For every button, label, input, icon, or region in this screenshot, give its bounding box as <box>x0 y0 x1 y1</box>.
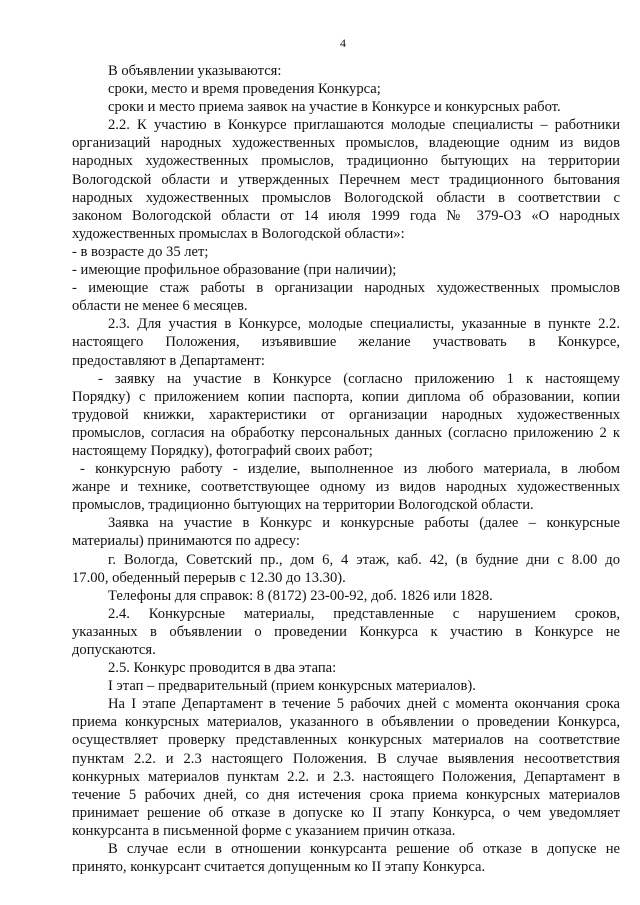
text-line: трудовой книжки, характеристики от организации народных художественных <box>72 406 620 423</box>
text-line: Телефоны для справок: 8 (8172) 23-00-92, доб. 1826 или 1828. <box>108 587 493 604</box>
text-line: Вологодской области и утвержденных Перечнем мест традиционного бытования <box>72 171 620 188</box>
text-line: допускаются. <box>72 642 156 658</box>
text-line: I этап – предварительный (прием конкурсных материалов). <box>108 678 476 695</box>
text-line: - имеющие стаж работы в организации народных художественных промыслов <box>72 280 620 297</box>
text-line: художественных промыслах в Вологодской области»: <box>72 225 405 242</box>
text-line: настоящему Порядку), фотографий своих работ; <box>72 442 373 459</box>
text-line: 2.2. К участию в Конкурсе приглашаются молодые специалисты – работники <box>108 117 620 134</box>
text-line: 2.3. Для участия в Конкурсе, молодые специалисты, указанные в пункте 2.2. <box>108 316 620 333</box>
text-line: сроки, место и время проведения Конкурса; <box>108 81 381 98</box>
text-line: 2.5. Конкурс проводится в два этапа: <box>108 660 337 677</box>
text-line: - в возрасте до 35 лет; <box>72 243 209 260</box>
text-line: народных художественных промыслов Вологодской области в соответствии с <box>72 189 620 206</box>
text-line: Заявка на участие в Конкурс и конкурсные работы (далее – конкурсные <box>108 515 620 532</box>
text-line: принимает решение об отказе в допуске ко II этапу Конкурса, о чем уведомляет <box>72 804 620 821</box>
text-line: В объявлении указываются: <box>108 63 282 79</box>
text-line: области не менее 6 месяцев. <box>72 298 248 315</box>
text-line: пунктам 2.2. и 2.3 настоящего Положения. В случае выявления несоответствия <box>72 750 620 767</box>
text-line: принято, конкурсант считается допущенным ко II этапу Конкурса. <box>72 859 486 876</box>
text-line: организаций народных художественных промыслов, владеющие одним из видов <box>72 135 620 152</box>
text-line: г. Вологда, Советский пр., дом 6, 4 этаж, каб. 42, (в будние дни с 8.00 до <box>108 551 620 568</box>
text-line: жанре и технике, соответствующее одному из видов народных художественных <box>72 479 620 496</box>
text-line: материалы) принимаются по адресу: <box>72 533 300 550</box>
text-line: промыслов, согласия на обработку персональных данных (согласно приложению 2 к <box>72 424 620 441</box>
page-number: 4 <box>340 36 346 50</box>
text-line: народных художественных промыслов, традиционно бытующих на территории <box>72 153 620 170</box>
text-line: 17.00, обеденный перерыв с 12.30 до 13.30). <box>72 569 346 586</box>
text-line: осуществляет проверку представленных конкурсных материалов на соответствие <box>72 732 620 749</box>
text-line: На I этапе Департамент в течение 5 рабочих дней с момента окончания срока <box>108 696 620 713</box>
text-line: течение 5 рабочих дней, со дня истечения срока приема конкурсных материалов <box>72 786 620 803</box>
text-line: сроки и место приема заявок на участие в Конкурсе и конкурсных работ. <box>108 99 561 116</box>
text-line: - конкурсную работу - изделие, выполненное из любого материала, в любом <box>80 461 620 478</box>
text-line: приема конкурсных материалов, указанного в объявлении о проведении Конкурса, <box>72 714 620 731</box>
text-line: - заявку на участие в Конкурсе (согласно приложению 1 к настоящему <box>98 370 620 387</box>
text-line: указанных в объявлении о проведении Конкурса к участию в Конкурсе не <box>72 623 620 640</box>
text-line: конкурсанта в письменной форме с указанием причин отказа. <box>72 822 456 839</box>
text-line: настоящего Положения, изъявившие желание участвовать в Конкурсе, <box>72 334 620 351</box>
text-line: конкурных материалов пунктам 2.2. и 2.3. настоящего Положения, Департамент в <box>72 768 620 785</box>
text-line: Порядку) с приложением копии паспорта, копии диплома об образовании, копии <box>72 388 620 405</box>
text-line: промыслов, традиционно бытующих на территории Вологодской области. <box>72 497 534 514</box>
text-line: - имеющие профильное образование (при наличии); <box>72 262 397 279</box>
document-body <box>72 62 620 876</box>
text-line: В случае если в отношении конкурсанта решение об отказе в допуске не <box>108 841 620 858</box>
text-line: 2.4. Конкурсные материалы, представленные с нарушением сроков, <box>108 605 620 622</box>
text-line: предоставляют в Департамент: <box>72 352 265 369</box>
text-line: законом Вологодской области от 14 июля 1999 года № 379-ОЗ «О народных <box>72 207 620 224</box>
